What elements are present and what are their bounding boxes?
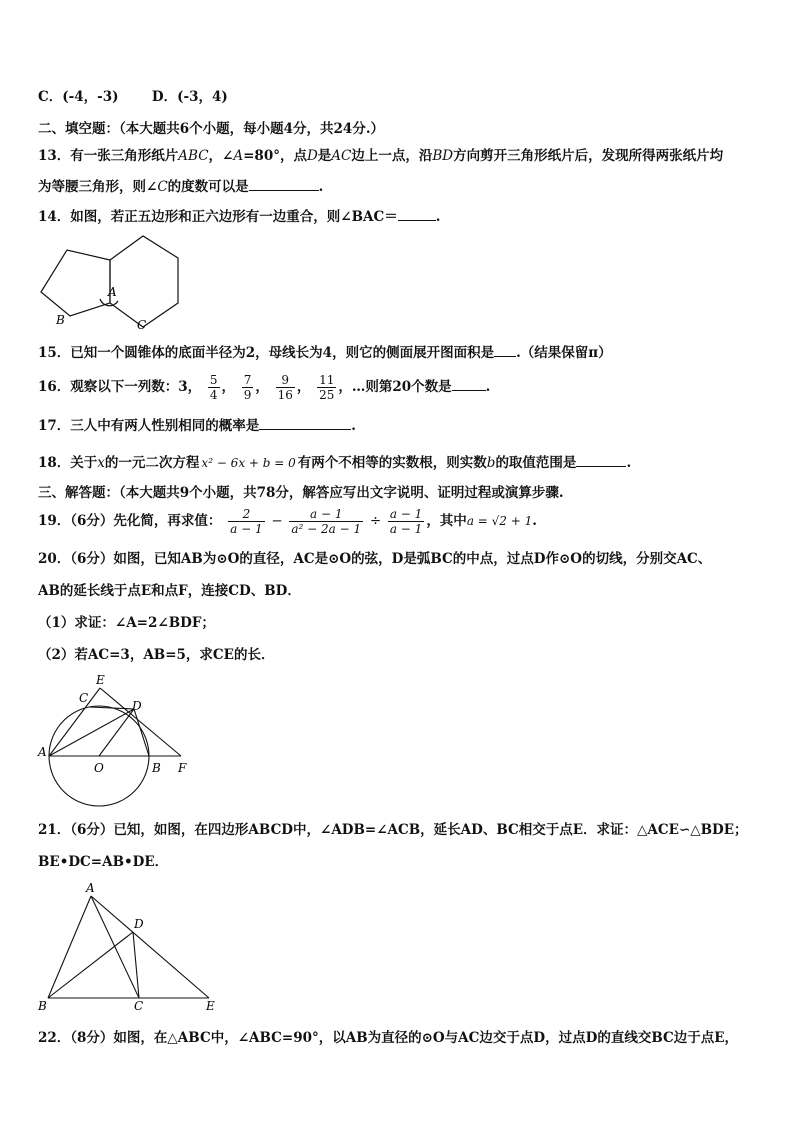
line-ae — [91, 896, 209, 998]
label-b: B — [38, 999, 47, 1013]
fraction: $\frac{11}{25}$ — [319, 373, 335, 402]
pentagon-hexagon-figure — [30, 228, 190, 334]
condition: a = √2 + 1 — [466, 514, 533, 528]
q18-text: 18．关于x的一元二次方程 x² − 6x + b = 0 有两个不相等的实数根，则实数b的取值范围是 . — [38, 455, 632, 471]
q16-text: 16．观察以下一列数：3， $\frac{5}{4}$ ， $\frac{7}{9}$ ， $\frac{9}{16}$ ， $\frac{11}{25}$ ，…则第20个数是 . — [38, 373, 491, 402]
label-d: D — [134, 917, 144, 931]
answer-blank — [494, 343, 516, 357]
label-c: C — [79, 691, 89, 705]
label-c: C — [134, 999, 144, 1013]
label-d: D — [132, 699, 142, 713]
q20-part1: （1）求证：∠A=2∠BDF； — [38, 615, 215, 631]
line-ad — [49, 709, 134, 756]
label-a: A — [108, 285, 117, 299]
label-f: F — [178, 761, 187, 775]
q12-options — [38, 88, 228, 106]
q22-line1: 22．（8分）如图，在△ABC中，∠ABC=90°，以AB为直径的⊙O与AC边交于点D，过点D的直线交BC边于点E， — [38, 1030, 739, 1046]
q20-part2: （2）若AC=3，AB=5，求CE的长． — [38, 647, 275, 663]
label-c: C — [137, 318, 147, 332]
fraction: $\frac{2}{a - 1}$ — [230, 507, 263, 536]
equation: x² − 6x + b = 0 — [201, 456, 296, 470]
fraction: $\frac{a - 1}{a - 1}$ — [389, 507, 423, 536]
q21-line2: BE•DC=AB•DE． — [38, 854, 169, 870]
q15-text: 15．已知一个圆锥体的底面半径为2，母线长为4，则它的侧面展开图面积是 .（结果保留π） — [38, 345, 612, 361]
line-ba — [48, 896, 91, 998]
answer-blank — [259, 416, 351, 430]
label-e: E — [96, 673, 105, 687]
q20-line2: AB的延长线于点E和点F，连接CD、BD． — [38, 583, 301, 599]
label-e: E — [206, 999, 215, 1013]
line-bd — [134, 709, 149, 756]
label-o: O — [94, 761, 104, 775]
line-bd — [48, 932, 133, 998]
line-ac — [91, 896, 139, 998]
q20-line1: 20．（6分）如图，已知AB为⊙O的直径，AC是⊙O的弦，D是弧BC的中点，过点D作⊙O的切线，分别交AC、 — [38, 551, 712, 567]
q14-text: 14．如图，若正五边形和正六边形有一边重合，则∠BAC＝ . — [38, 209, 441, 225]
regular-hexagon — [110, 236, 178, 327]
circle-tangent-figure — [34, 672, 194, 808]
regular-pentagon — [41, 250, 110, 316]
section3-heading: 三、解答题：（本大题共9个小题，共78分，解答应写出文字说明、证明过程或演算步骤. — [38, 485, 564, 501]
quadrilateral-figure — [34, 880, 224, 1016]
line-od — [99, 709, 134, 756]
section2-heading: 二、填空题：（本大题共6个小题，每小题4分，共24分.） — [38, 121, 385, 137]
fraction: $\frac{5}{4}$ — [209, 373, 218, 402]
q13-line1: 13．有一张三角形纸片ABC，∠A=80°，点D是AC边上一点，沿BD方向剪开三角形纸片后，发现所得两张纸片均 — [38, 148, 724, 164]
label-a: A — [38, 745, 47, 759]
line-ae — [49, 688, 100, 756]
fraction: $\frac{9}{16}$ — [277, 373, 293, 402]
q19-text: 19．（6分）先化简，再求值： $\frac{2}{a - 1}$ − $\frac{a - 1}{\text{a² − 2a − 1}}$ ÷ $\frac{a - 1}{a - 1}$ ，其中a = √2 + 1. — [38, 507, 537, 536]
label-b: B — [152, 761, 161, 775]
answer-blank — [452, 377, 486, 391]
answer-blank — [249, 177, 319, 191]
q13-line2: 为等腰三角形，则∠C的度数可以是 . — [38, 179, 324, 195]
fraction: $\frac{7}{9}$ — [243, 373, 252, 402]
q21-line1: 21．（6分）已知，如图，在四边形ABCD中，∠ADB=∠ACB，延长AD、BC相交于点E．求证：△ACE∽△BDE； — [38, 822, 748, 838]
option-c: C．(-4，-3) — [38, 89, 119, 105]
answer-blank — [576, 453, 626, 467]
answer-blank — [398, 207, 436, 221]
label-a: A — [86, 881, 95, 895]
q17-text: 17．三人中有两人性别相同的概率是 . — [38, 418, 356, 434]
label-b: B — [56, 313, 65, 327]
option-d: D．(-3，4) — [151, 89, 228, 105]
fraction: $\frac{a - 1}{\text{a² − 2a − 1}}$ — [291, 507, 362, 536]
